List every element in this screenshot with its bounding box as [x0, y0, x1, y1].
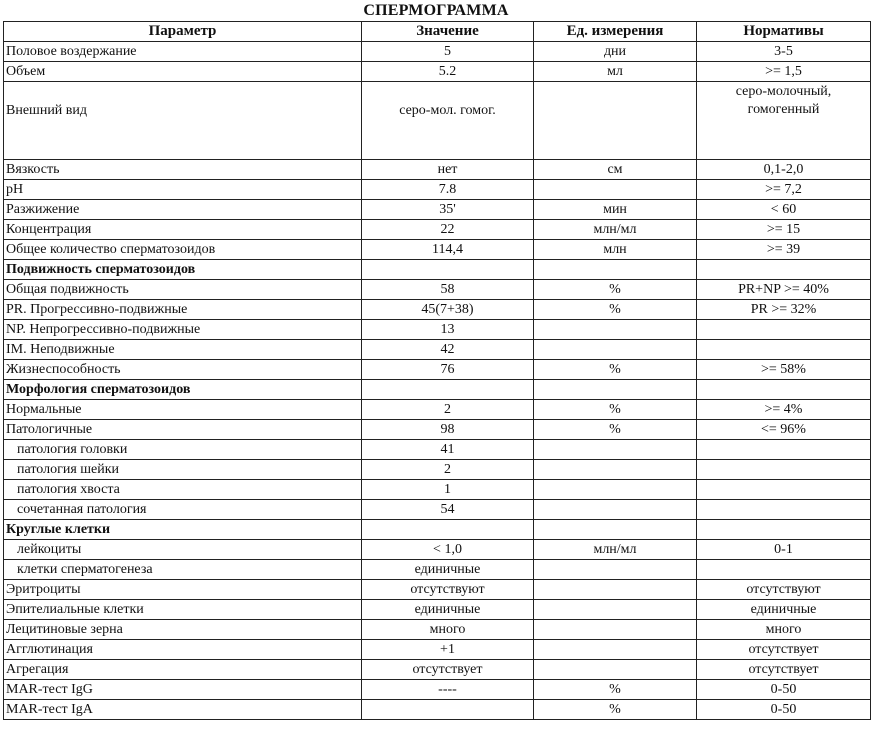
- unit-cell: [534, 580, 697, 600]
- param-cell: Вязкость: [4, 160, 362, 180]
- value-cell: 76: [362, 360, 534, 380]
- table-row: [4, 240, 871, 260]
- value-cell: [362, 380, 534, 400]
- table-row: [4, 42, 871, 62]
- value-cell: 54: [362, 500, 534, 520]
- header-unit: Ед. измерения: [534, 22, 697, 42]
- norm-cell: [697, 260, 871, 280]
- table-header-row: [4, 22, 871, 42]
- value-cell: единичные: [362, 600, 534, 620]
- unit-cell: [534, 460, 697, 480]
- norm-cell: PR >= 32%: [697, 300, 871, 320]
- table-row: [4, 62, 871, 82]
- unit-cell: [534, 520, 697, 540]
- value-cell: серо-мол. гомог.: [362, 82, 534, 160]
- document-title: СПЕРМОГРАММА: [363, 2, 509, 19]
- value-cell: 98: [362, 420, 534, 440]
- param-cell: Лецитиновые зерна: [4, 620, 362, 640]
- table-row: [4, 340, 871, 360]
- table-row: [4, 500, 871, 520]
- norm-cell: [697, 320, 871, 340]
- param-cell: MAR-тест IgG: [4, 680, 362, 700]
- norm-cell: >= 4%: [697, 400, 871, 420]
- table-row: [4, 660, 871, 680]
- table-row: [4, 540, 871, 560]
- norm-cell: >= 15: [697, 220, 871, 240]
- unit-cell: %: [534, 300, 697, 320]
- norm-cell: 0-1: [697, 540, 871, 560]
- value-cell: 2: [362, 400, 534, 420]
- unit-cell: [534, 500, 697, 520]
- norm-cell: <= 96%: [697, 420, 871, 440]
- table-row: [4, 300, 871, 320]
- param-cell: патология шейки: [4, 460, 362, 480]
- unit-cell: %: [534, 400, 697, 420]
- value-cell: 42: [362, 340, 534, 360]
- param-cell: Круглые клетки: [4, 520, 362, 540]
- value-cell: 5: [362, 42, 534, 62]
- param-cell: PR. Прогрессивно-подвижные: [4, 300, 362, 320]
- norm-cell: >= 1,5: [697, 62, 871, 82]
- table-row: [4, 420, 871, 440]
- norm-cell: отсутствует: [697, 660, 871, 680]
- param-cell: Морфология сперматозоидов: [4, 380, 362, 400]
- norm-cell: отсутствуют: [697, 580, 871, 600]
- param-cell: Агглютинация: [4, 640, 362, 660]
- param-cell: Агрегация: [4, 660, 362, 680]
- table-row: [4, 160, 871, 180]
- param-cell: Разжижение: [4, 200, 362, 220]
- unit-cell: мин: [534, 200, 697, 220]
- param-cell: Эритроциты: [4, 580, 362, 600]
- section-row: [4, 260, 871, 280]
- table-row: [4, 560, 871, 580]
- unit-cell: [534, 560, 697, 580]
- unit-cell: %: [534, 680, 697, 700]
- unit-cell: мл: [534, 62, 697, 82]
- table-row: [4, 600, 871, 620]
- value-cell: +1: [362, 640, 534, 660]
- unit-cell: %: [534, 360, 697, 380]
- unit-cell: %: [534, 280, 697, 300]
- value-cell: отсутствуют: [362, 580, 534, 600]
- param-cell: клетки сперматогенеза: [4, 560, 362, 580]
- table-row: [4, 320, 871, 340]
- table-row: [4, 620, 871, 640]
- norm-cell: серо-молочный, гомогенный: [697, 82, 871, 160]
- unit-cell: [534, 340, 697, 360]
- table-row: [4, 180, 871, 200]
- unit-cell: млн/мл: [534, 220, 697, 240]
- param-cell: Патологичные: [4, 420, 362, 440]
- header-value: Значение: [362, 22, 534, 42]
- param-cell: патология хвоста: [4, 480, 362, 500]
- table-row: [4, 640, 871, 660]
- unit-cell: [534, 600, 697, 620]
- norm-cell: < 60: [697, 200, 871, 220]
- param-cell: Половое воздержание: [4, 42, 362, 62]
- unit-cell: млн/мл: [534, 540, 697, 560]
- value-cell: [362, 260, 534, 280]
- param-cell: Нормальные: [4, 400, 362, 420]
- param-cell: Концентрация: [4, 220, 362, 240]
- param-cell: Общая подвижность: [4, 280, 362, 300]
- norm-cell: PR+NP >= 40%: [697, 280, 871, 300]
- norm-cell: [697, 440, 871, 460]
- value-cell: 13: [362, 320, 534, 340]
- spermogram-table: [3, 21, 871, 720]
- norm-cell: 3-5: [697, 42, 871, 62]
- value-cell: 35': [362, 200, 534, 220]
- param-cell: pH: [4, 180, 362, 200]
- unit-cell: [534, 440, 697, 460]
- norm-cell: [697, 380, 871, 400]
- unit-cell: [534, 320, 697, 340]
- unit-cell: дни: [534, 42, 697, 62]
- value-cell: [362, 700, 534, 720]
- param-cell: Эпителиальные клетки: [4, 600, 362, 620]
- value-cell: много: [362, 620, 534, 640]
- value-cell: 45(7+38): [362, 300, 534, 320]
- unit-cell: см: [534, 160, 697, 180]
- norm-cell: [697, 460, 871, 480]
- norm-cell: много: [697, 620, 871, 640]
- value-cell: отсутствует: [362, 660, 534, 680]
- value-cell: нет: [362, 160, 534, 180]
- table-row: [4, 400, 871, 420]
- unit-cell: млн: [534, 240, 697, 260]
- section-row: [4, 520, 871, 540]
- norm-cell: отсутствует: [697, 640, 871, 660]
- value-cell: 5.2: [362, 62, 534, 82]
- table-row: [4, 360, 871, 380]
- norm-cell: [697, 500, 871, 520]
- value-cell: 114,4: [362, 240, 534, 260]
- value-cell: 1: [362, 480, 534, 500]
- norm-cell: [697, 520, 871, 540]
- value-cell: 7.8: [362, 180, 534, 200]
- norm-cell: >= 7,2: [697, 180, 871, 200]
- value-cell: 58: [362, 280, 534, 300]
- param-cell: IM. Неподвижные: [4, 340, 362, 360]
- norm-cell: [697, 560, 871, 580]
- unit-cell: [534, 640, 697, 660]
- unit-cell: [534, 380, 697, 400]
- value-cell: ----: [362, 680, 534, 700]
- param-cell: Объем: [4, 62, 362, 82]
- table-row: [4, 440, 871, 460]
- unit-cell: [534, 260, 697, 280]
- param-cell: Внешний вид: [4, 82, 362, 160]
- norm-cell: [697, 340, 871, 360]
- unit-cell: %: [534, 420, 697, 440]
- value-cell: < 1,0: [362, 540, 534, 560]
- norm-cell: 0-50: [697, 680, 871, 700]
- unit-cell: [534, 620, 697, 640]
- table-row: [4, 700, 871, 720]
- value-cell: единичные: [362, 560, 534, 580]
- param-cell: Подвижность сперматозоидов: [4, 260, 362, 280]
- param-cell: MAR-тест IgA: [4, 700, 362, 720]
- value-cell: 41: [362, 440, 534, 460]
- param-cell: патология головки: [4, 440, 362, 460]
- table-body: [4, 42, 871, 720]
- table-row: [4, 280, 871, 300]
- param-cell: сочетанная патология: [4, 500, 362, 520]
- unit-cell: %: [534, 700, 697, 720]
- table-row: [4, 680, 871, 700]
- unit-cell: [534, 82, 697, 160]
- value-cell: [362, 520, 534, 540]
- param-cell: Общее количество сперматозоидов: [4, 240, 362, 260]
- value-cell: 22: [362, 220, 534, 240]
- param-cell: NP. Непрогрессивно-подвижные: [4, 320, 362, 340]
- norm-cell: >= 39: [697, 240, 871, 260]
- header-param: Параметр: [4, 22, 362, 42]
- unit-cell: [534, 480, 697, 500]
- norm-cell: единичные: [697, 600, 871, 620]
- table-row: [4, 580, 871, 600]
- table-row: [4, 460, 871, 480]
- unit-cell: [534, 180, 697, 200]
- param-cell: Жизнеспособность: [4, 360, 362, 380]
- norm-cell: 0-50: [697, 700, 871, 720]
- table-row: [4, 220, 871, 240]
- section-row: [4, 380, 871, 400]
- norm-cell: 0,1-2,0: [697, 160, 871, 180]
- unit-cell: [534, 660, 697, 680]
- param-cell: лейкоциты: [4, 540, 362, 560]
- norm-cell: >= 58%: [697, 360, 871, 380]
- table-row: [4, 200, 871, 220]
- header-norm: Нормативы: [697, 22, 871, 42]
- norm-cell: [697, 480, 871, 500]
- table-row: [4, 480, 871, 500]
- table-row: [4, 82, 871, 160]
- value-cell: 2: [362, 460, 534, 480]
